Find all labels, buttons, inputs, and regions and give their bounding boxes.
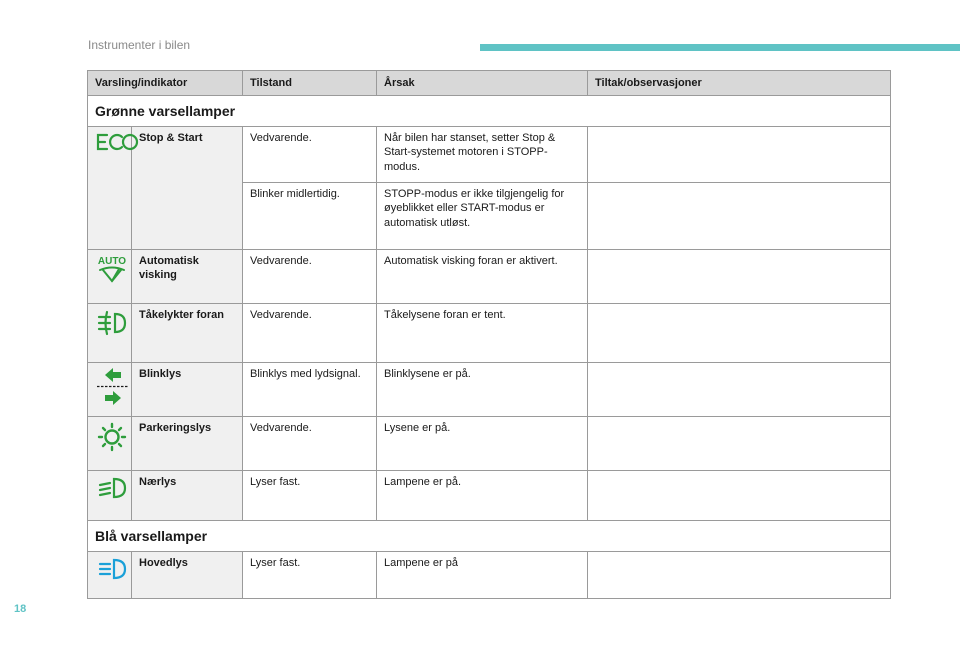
section-row-blue — [88, 521, 891, 552]
action-cell — [588, 363, 891, 417]
cause-cell: Lampene er på — [377, 552, 588, 599]
state-cell: Blinker midlertidig. — [243, 183, 377, 250]
main-beam-icon — [95, 556, 129, 582]
dipped-beam-icon — [95, 475, 129, 501]
state-cell: Vedvarende. — [243, 250, 377, 304]
action-cell — [588, 127, 891, 183]
indicator-name: Tåkelykter foran — [132, 304, 243, 363]
state-cell: Vedvarende. — [243, 127, 377, 183]
table-row — [88, 127, 891, 183]
eco-icon — [95, 131, 139, 153]
table-row — [88, 304, 891, 363]
state-cell: Lyser fast. — [243, 552, 377, 599]
cause-cell: Lysene er på. — [377, 417, 588, 471]
page-header-title: Instrumenter i bilen — [88, 38, 191, 52]
indicator-name: Nærlys — [132, 471, 243, 521]
state-cell: Blinklys med lydsignal. — [243, 363, 377, 417]
table-row — [88, 363, 891, 417]
section-title-green: Grønne varsellamper — [88, 96, 891, 127]
warning-lamps-table — [87, 70, 891, 599]
cause-cell: STOPP-modus er ikke tilgjengelig for øyeblikket eller START-modus er automatisk utløst. — [377, 183, 588, 250]
auto-wiper-icon — [95, 254, 129, 284]
table-row — [88, 417, 891, 471]
cause-cell: Tåkelysene foran er tent. — [377, 304, 588, 363]
indicator-name: Stop & Start — [132, 127, 243, 250]
page-number: 18 — [14, 603, 27, 615]
indicator-name: Hovedlys — [132, 552, 243, 599]
table-row — [88, 471, 891, 521]
state-cell: Vedvarende. — [243, 304, 377, 363]
turn-signal-icon — [95, 367, 131, 407]
action-cell — [588, 417, 891, 471]
cause-cell: Når bilen har stanset, setter Stop & Start-systemet motoren i STOPP-modus. — [377, 127, 588, 183]
column-header-state: Tilstand — [243, 71, 377, 96]
indicator-name: Blinklys — [132, 363, 243, 417]
action-cell — [588, 304, 891, 363]
indicator-name: Automatisk visking — [132, 250, 243, 304]
state-cell: Vedvarende. — [243, 417, 377, 471]
table-header-row — [88, 71, 891, 96]
parking-light-icon — [95, 421, 129, 453]
header-accent-bar — [480, 44, 960, 51]
action-cell — [588, 552, 891, 599]
column-header-indicator: Varsling/indikator — [88, 71, 243, 96]
action-cell — [588, 183, 891, 250]
cause-cell: Automatisk visking foran er aktivert. — [377, 250, 588, 304]
column-header-cause: Årsak — [377, 71, 588, 96]
section-title-blue: Blå varsellamper — [88, 521, 891, 552]
front-fog-light-icon — [95, 308, 129, 338]
svg-text:AUTO: AUTO — [97, 256, 127, 267]
section-row-green — [88, 96, 891, 127]
cause-cell: Blinklysene er på. — [377, 363, 588, 417]
table-row — [88, 552, 891, 599]
cause-cell: Lampene er på. — [377, 471, 588, 521]
indicator-name: Parkeringslys — [132, 417, 243, 471]
state-cell: Lyser fast. — [243, 471, 377, 521]
action-cell — [588, 471, 891, 521]
table-row — [88, 250, 891, 304]
column-header-action: Tiltak/observasjoner — [588, 71, 891, 96]
action-cell — [588, 250, 891, 304]
